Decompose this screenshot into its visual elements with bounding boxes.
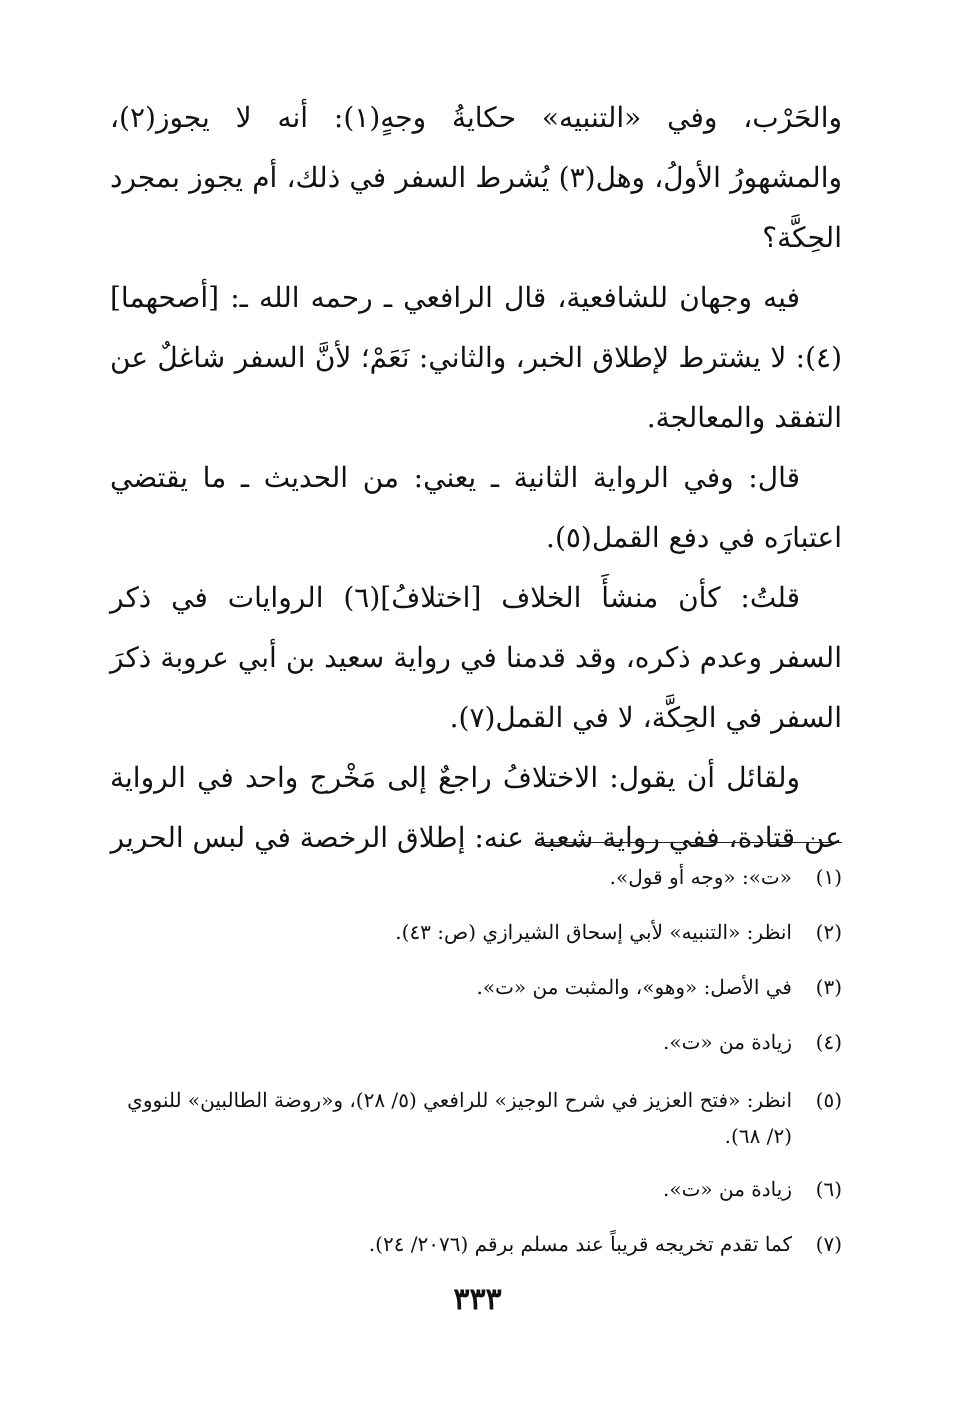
footnote-number: (١) [815, 865, 842, 889]
footnote-7 [110, 1229, 842, 1259]
footnote-number: (٣) [815, 975, 842, 999]
paragraph-4: قلتُ: كأن منشأَ الخلاف [اختلافُ](٦) الروايات في ذكر السفر وعدم ذكره، وقد قدمنا في رواية سعيد بن أبي عروبة ذكرَ السفر في الحِكَّة، لا في القمل(٧). [110, 581, 842, 734]
footnotes [110, 862, 842, 1284]
footnote-number: (٢) [815, 920, 842, 944]
paragraph-5: ولقائل أن يقول: الاختلافُ راجعٌ إلى مَخْرج واحد في الرواية عن قتادة، ففي رواية شعبة عنه: إطلاق الرخصة في لبس الحرير [110, 761, 842, 854]
footnote-number: (٧) [815, 1232, 842, 1256]
footnote-text: في الأصل: «وهو»، والمثبت من «ت». [476, 975, 792, 999]
paragraph-1: والحَرْب، وفي «التنبيه» حكايةُ وجهٍ(١): أنه لا يجوز(٢)، والمشهورُ الأولُ، وهل(٣) يُشرط السفر في ذلك، أم يجوز بمجرد الحِكَّة؟ [110, 101, 843, 254]
page-number: ٣٣٣ [453, 1282, 502, 1317]
footnote-text: كما تقدم تخريجه قريباً عند مسلم برقم (٢٠٧٦/ ٢٤). [368, 1232, 792, 1256]
footnote-3 [110, 972, 842, 1002]
footnote-text: انظر: «التنبيه» لأبي إسحاق الشيرازي (ص: ٤٣). [395, 920, 792, 944]
footnote-6 [110, 1174, 842, 1204]
footnote-1 [110, 862, 842, 892]
paragraph-3: قال: وفي الرواية الثانية ـ يعني: من الحديث ـ ما يقتضي اعتبارَه في دفع القمل(٥). [110, 461, 842, 554]
footnote-divider [538, 842, 842, 843]
footnote-number: (٤) [815, 1030, 842, 1054]
main-text [110, 88, 842, 868]
footnote-number: (٥) [815, 1088, 842, 1112]
footnote-5 [110, 1082, 842, 1154]
footnote-text: زيادة من «ت». [662, 1030, 792, 1054]
footnote-2 [110, 917, 842, 947]
paragraph-2: فيه وجهان للشافعية، قال الرافعي ـ رحمه الله ـ: [أصحهما](٤): لا يشترط لإطلاق الخبر، والثاني: نَعَمْ؛ لأنَّ السفر شاغلٌ عن التفقد والمعالجة. [110, 281, 842, 434]
footnote-number: (٦) [815, 1177, 842, 1201]
footnote-text: زيادة من «ت». [662, 1177, 792, 1201]
footnote-4 [110, 1027, 842, 1057]
footnote-text: «ت»: «وجه أو قول». [609, 865, 792, 889]
footnote-text: انظر: «فتح العزيز في شرح الوجيز» للرافعي (٥/ ٢٨)، و«روضة الطالبين» للنووي (٢/ ٦٨). [127, 1088, 792, 1148]
